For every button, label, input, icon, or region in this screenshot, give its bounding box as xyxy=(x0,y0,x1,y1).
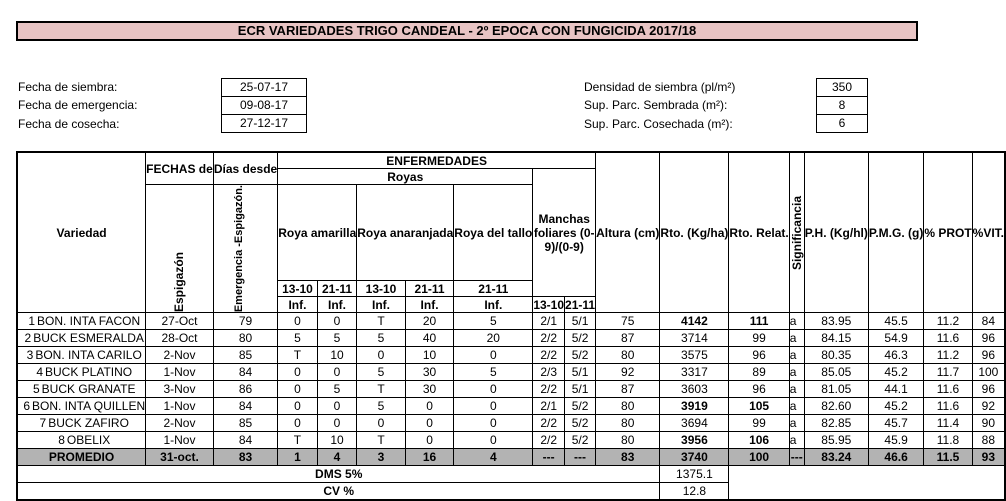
cell-ra1: 0 xyxy=(278,398,318,415)
cell-m2: 5/1 xyxy=(565,381,596,398)
cell-pmg: 46.3 xyxy=(868,347,923,364)
cell-dias: 84 xyxy=(213,364,277,381)
header-date-ra2: 21-11 xyxy=(317,281,357,297)
promedio-alt: 83 xyxy=(596,449,660,466)
cell-rto: 3714 xyxy=(660,330,729,347)
cell-rel: 96 xyxy=(729,347,789,364)
promedio-fecha: 31-oct. xyxy=(146,449,214,466)
cell-sig: a xyxy=(789,364,804,381)
cell-fecha: 27-Oct xyxy=(146,313,214,330)
promedio-rel: 100 xyxy=(729,449,789,466)
variety-cell xyxy=(17,330,146,347)
cell-fecha: 2-Nov xyxy=(146,347,214,364)
emergence-date-label: Fecha de emergencia: xyxy=(18,98,138,112)
cell-m2: 5/1 xyxy=(565,364,596,381)
header-manchas: Manchas foliares (0-9)/(0-9) xyxy=(533,169,596,297)
header-dias: Días desde xyxy=(213,152,277,185)
cell-rt: 5 xyxy=(454,313,533,330)
header-manchas-date1: 13-10 xyxy=(533,297,565,312)
cell-rel: 105 xyxy=(729,398,789,415)
cell-alt: 80 xyxy=(596,347,660,364)
page-title: ECR VARIEDADES TRIGO CANDEAL - 2º EPOCA CON FUNGICIDA 2017/18 xyxy=(16,21,918,41)
header-pmg: P.M.G. (g) xyxy=(868,152,923,313)
header-roya-anaranjada: Roya anaranjada xyxy=(357,185,454,281)
cell-sig: a xyxy=(789,398,804,415)
cell-m2: 5/1 xyxy=(565,313,596,330)
table-row xyxy=(17,415,1005,432)
cell-sig: a xyxy=(789,432,804,449)
cell-ra2: 0 xyxy=(317,398,357,415)
header-date-rn2: 21-11 xyxy=(405,281,454,297)
sowing-date-label: Fecha de siembra: xyxy=(18,80,118,94)
header-inf: Inf. xyxy=(454,297,533,313)
cell-rn2: 10 xyxy=(405,347,454,364)
cell-prot: 11.2 xyxy=(924,347,972,364)
cv-filler xyxy=(729,483,1005,501)
promedio-rto: 3740 xyxy=(660,449,729,466)
density-value: 350 xyxy=(816,78,868,97)
cell-rto: 3919 xyxy=(660,398,729,415)
cell-fecha: 2-Nov xyxy=(146,415,214,432)
cell-vit: 92 xyxy=(972,398,1005,415)
dms-value: 1375.1 xyxy=(660,466,729,483)
cell-ra1: 0 xyxy=(278,415,318,432)
cell-ra2: 5 xyxy=(317,330,357,347)
header-emergencia xyxy=(213,185,277,313)
cell-m2: 5/2 xyxy=(565,398,596,415)
cell-rel: 89 xyxy=(729,364,789,381)
promedio-m1: --- xyxy=(533,449,565,466)
cell-ra2: 10 xyxy=(317,432,357,449)
results-table xyxy=(16,151,1006,501)
row-number: 5 xyxy=(32,382,40,397)
cell-pmg: 45.9 xyxy=(868,432,923,449)
header-inf: Inf. xyxy=(357,297,406,313)
variety-name: BON. INTA FACON xyxy=(37,314,141,329)
cell-prot: 11.6 xyxy=(924,398,972,415)
density-label: Densidad de siembra (pl/m²) xyxy=(584,80,736,94)
variety-name: BUCK ZAFIRO xyxy=(48,416,129,431)
variety-cell xyxy=(17,347,146,364)
variety-name: OBELIX xyxy=(66,433,111,448)
cell-rel: 111 xyxy=(729,313,789,330)
header-roya-tallo: Roya del tallo xyxy=(454,185,533,281)
cell-vit: 100 xyxy=(972,364,1005,381)
header-espigazon-text: Espigazón xyxy=(171,252,186,313)
cell-dias: 85 xyxy=(213,347,277,364)
header-date-ra1: 13-10 xyxy=(278,281,318,297)
cell-rn1: T xyxy=(357,381,406,398)
cell-ph: 84.15 xyxy=(804,330,868,347)
cell-m1: 2/1 xyxy=(533,313,565,330)
row-number: 8 xyxy=(58,433,65,448)
cell-ph: 85.95 xyxy=(804,432,868,449)
header-variedad: Variedad xyxy=(17,152,146,313)
header-date-rt: 21-11 xyxy=(454,281,533,297)
promedio-ra1: 1 xyxy=(278,449,318,466)
header-inf: Inf. xyxy=(278,297,318,313)
header-significancia xyxy=(789,152,804,313)
sown-area-value: 8 xyxy=(816,96,868,115)
cv-value: 12.8 xyxy=(660,483,729,501)
cell-m1: 2/3 xyxy=(533,364,565,381)
promedio-m2: --- xyxy=(565,449,596,466)
cell-rto: 3317 xyxy=(660,364,729,381)
cell-rn2: 40 xyxy=(405,330,454,347)
cell-vit: 96 xyxy=(972,330,1005,347)
sowing-date-value: 25-07-17 xyxy=(221,78,307,97)
header-rto: Rto. (Kg/ha) xyxy=(660,152,729,313)
cell-alt: 80 xyxy=(596,398,660,415)
variety-name: BUCK ESMERALDA xyxy=(33,331,144,346)
table-row xyxy=(17,364,1005,381)
cell-ra1: 5 xyxy=(278,330,318,347)
cell-prot: 11.7 xyxy=(924,364,972,381)
cell-vit: 84 xyxy=(972,313,1005,330)
cell-alt: 75 xyxy=(596,313,660,330)
cell-dias: 86 xyxy=(213,381,277,398)
dms-filler xyxy=(729,466,1005,483)
row-number: 7 xyxy=(39,416,47,431)
cell-rn1: 5 xyxy=(357,330,406,347)
table-row xyxy=(17,432,1005,449)
dms-label: DMS 5% xyxy=(17,466,660,483)
header-royas: Royas xyxy=(278,169,533,185)
cell-dias: 79 xyxy=(213,313,277,330)
cell-fecha: 1-Nov xyxy=(146,398,214,415)
header-inf: Inf. xyxy=(405,297,454,313)
cell-ra1: T xyxy=(278,432,318,449)
cell-m2: 5/2 xyxy=(565,415,596,432)
variety-name: BON. INTA QUILLEN xyxy=(32,399,146,414)
header-roya-amarilla: Roya amarilla xyxy=(278,185,357,281)
promedio-rn2: 16 xyxy=(405,449,454,466)
cell-vit: 96 xyxy=(972,381,1005,398)
cell-sig: a xyxy=(789,313,804,330)
table-row xyxy=(17,330,1005,347)
cell-rel: 96 xyxy=(729,381,789,398)
cell-fecha: 1-Nov xyxy=(146,432,214,449)
table-row xyxy=(17,381,1005,398)
header-fechas: FECHAS de xyxy=(146,152,214,185)
cell-m1: 2/2 xyxy=(533,415,565,432)
cell-ra1: 0 xyxy=(278,381,318,398)
cell-m1: 2/2 xyxy=(533,330,565,347)
cell-dias: 80 xyxy=(213,330,277,347)
promedio-dias: 83 xyxy=(213,449,277,466)
cell-alt: 87 xyxy=(596,330,660,347)
cell-fecha: 28-Oct xyxy=(146,330,214,347)
cell-rto: 3956 xyxy=(660,432,729,449)
cell-sig: a xyxy=(789,330,804,347)
promedio-ph: 83.24 xyxy=(804,449,868,466)
header-altura: Altura (cm) xyxy=(596,152,660,313)
cell-ph: 82.85 xyxy=(804,415,868,432)
harvest-date-value: 27-12-17 xyxy=(221,114,307,133)
harvested-area-value: 6 xyxy=(816,114,868,133)
harvest-date-label: Fecha de cosecha: xyxy=(18,117,120,131)
cell-pmg: 45.5 xyxy=(868,313,923,330)
cell-rt: 5 xyxy=(454,364,533,381)
promedio-sig: --- xyxy=(790,450,803,465)
variety-cell xyxy=(17,313,146,330)
cell-rto: 3575 xyxy=(660,347,729,364)
variety-name: BUCK GRANATE xyxy=(41,382,136,397)
header-inf: Inf. xyxy=(317,297,357,313)
cell-ra1: 0 xyxy=(278,364,318,381)
emergence-date-value: 09-08-17 xyxy=(221,96,307,115)
cell-rt: 0 xyxy=(454,347,533,364)
variety-cell xyxy=(17,381,146,398)
row-number: 3 xyxy=(26,348,34,363)
cell-fecha: 1-Nov xyxy=(146,364,214,381)
cell-pmg: 45.2 xyxy=(868,364,923,381)
row-number: 1 xyxy=(28,314,35,329)
cell-alt: 80 xyxy=(596,432,660,449)
cell-rn1: 0 xyxy=(357,347,406,364)
variety-cell xyxy=(17,364,146,381)
header-espigazon xyxy=(146,185,214,313)
cell-rto: 3603 xyxy=(660,381,729,398)
cell-rn2: 30 xyxy=(405,364,454,381)
cell-vit: 88 xyxy=(972,432,1005,449)
cell-pmg: 44.1 xyxy=(868,381,923,398)
cell-dias: 84 xyxy=(213,398,277,415)
promedio-label: PROMEDIO xyxy=(17,449,146,466)
header-rto-relat: Rto. Relat. xyxy=(729,152,789,313)
cell-m1: 2/2 xyxy=(533,381,565,398)
variety-cell xyxy=(17,415,146,432)
cell-rt: 20 xyxy=(454,330,533,347)
cell-rn2: 20 xyxy=(405,313,454,330)
variety-cell xyxy=(17,398,146,415)
cell-pmg: 54.9 xyxy=(868,330,923,347)
header-emergencia-text: Emergencia -Espigazón. xyxy=(232,185,245,313)
cell-rel: 99 xyxy=(729,415,789,432)
cell-prot: 11.8 xyxy=(924,432,972,449)
cv-label: CV % xyxy=(17,483,660,501)
cell-rn2: 0 xyxy=(405,432,454,449)
cell-rn1: 0 xyxy=(357,415,406,432)
header-significancia-text: Significancia xyxy=(789,195,804,270)
cell-vit: 90 xyxy=(972,415,1005,432)
cell-alt: 87 xyxy=(596,381,660,398)
cell-vit: 96 xyxy=(972,347,1005,364)
promedio-vit: 93 xyxy=(972,449,1005,466)
cell-rt: 0 xyxy=(454,432,533,449)
header-prot: % PROT xyxy=(924,152,972,313)
promedio-ra2: 4 xyxy=(317,449,357,466)
harvested-area-label: Sup. Parc. Cosechada (m²): xyxy=(584,117,733,131)
cell-rn2: 0 xyxy=(405,415,454,432)
cell-alt: 92 xyxy=(596,364,660,381)
promedio-rn1: 3 xyxy=(357,449,406,466)
cell-prot: 11.2 xyxy=(924,313,972,330)
cell-pmg: 45.2 xyxy=(868,398,923,415)
header-date-rn1: 13-10 xyxy=(357,281,406,297)
cell-rn2: 0 xyxy=(405,398,454,415)
cell-pmg: 45.7 xyxy=(868,415,923,432)
cell-m1: 2/1 xyxy=(533,398,565,415)
cell-m1: 2/2 xyxy=(533,432,565,449)
cell-rn1: T xyxy=(357,432,406,449)
cell-ra2: 10 xyxy=(317,347,357,364)
cell-prot: 11.6 xyxy=(924,330,972,347)
variety-cell xyxy=(17,432,146,449)
cell-rn1: 5 xyxy=(357,398,406,415)
table-row xyxy=(17,398,1005,415)
header-enfermedades: ENFERMEDADES xyxy=(278,152,596,169)
cell-rt: 0 xyxy=(454,381,533,398)
cell-rel: 106 xyxy=(729,432,789,449)
promedio-prot: 11.5 xyxy=(924,449,972,466)
row-number: 6 xyxy=(23,399,30,414)
cell-rel: 99 xyxy=(729,330,789,347)
cell-sig: a xyxy=(789,347,804,364)
row-number: 2 xyxy=(24,331,32,346)
header-manchas-date2: 21-11 xyxy=(565,297,596,312)
promedio-rt: 4 xyxy=(454,449,533,466)
cell-sig: a xyxy=(789,415,804,432)
cell-prot: 11.6 xyxy=(924,381,972,398)
cell-dias: 84 xyxy=(213,432,277,449)
cell-m1: 2/2 xyxy=(533,347,565,364)
cell-ra2: 0 xyxy=(317,313,357,330)
variety-name: BON. INTA CARILO xyxy=(35,348,142,363)
cell-m2: 5/2 xyxy=(565,330,596,347)
cell-ph: 83.95 xyxy=(804,313,868,330)
cell-fecha: 3-Nov xyxy=(146,381,214,398)
cell-ph: 81.05 xyxy=(804,381,868,398)
cell-rn2: 30 xyxy=(405,381,454,398)
cell-rt: 0 xyxy=(454,398,533,415)
cell-ra1: T xyxy=(278,347,318,364)
cell-alt: 80 xyxy=(596,415,660,432)
sown-area-label: Sup. Parc. Sembrada (m²): xyxy=(584,98,728,112)
cell-ra2: 5 xyxy=(317,381,357,398)
cell-dias: 85 xyxy=(213,415,277,432)
cell-m2: 5/2 xyxy=(565,347,596,364)
cell-ph: 85.05 xyxy=(804,364,868,381)
header-ph: P.H. (Kg/hl) xyxy=(804,152,868,313)
cell-rto: 3694 xyxy=(660,415,729,432)
header-vit: %VIT. xyxy=(972,152,1005,313)
table-row xyxy=(17,347,1005,364)
row-number: 4 xyxy=(36,365,43,380)
table-row xyxy=(17,313,1005,330)
cell-rn1: 5 xyxy=(357,364,406,381)
cell-ph: 80.35 xyxy=(804,347,868,364)
cell-rt: 0 xyxy=(454,415,533,432)
cell-ph: 82.60 xyxy=(804,398,868,415)
cell-ra2: 0 xyxy=(317,364,357,381)
cell-m2: 5/2 xyxy=(565,432,596,449)
cell-sig: a xyxy=(789,381,804,398)
cell-prot: 11.4 xyxy=(924,415,972,432)
cell-ra1: 0 xyxy=(278,313,318,330)
cell-rn1: T xyxy=(357,313,406,330)
variety-name: BUCK PLATINO xyxy=(45,365,133,380)
promedio-pmg: 46.6 xyxy=(868,449,923,466)
cell-ra2: 0 xyxy=(317,415,357,432)
cell-rto: 4142 xyxy=(660,313,729,330)
